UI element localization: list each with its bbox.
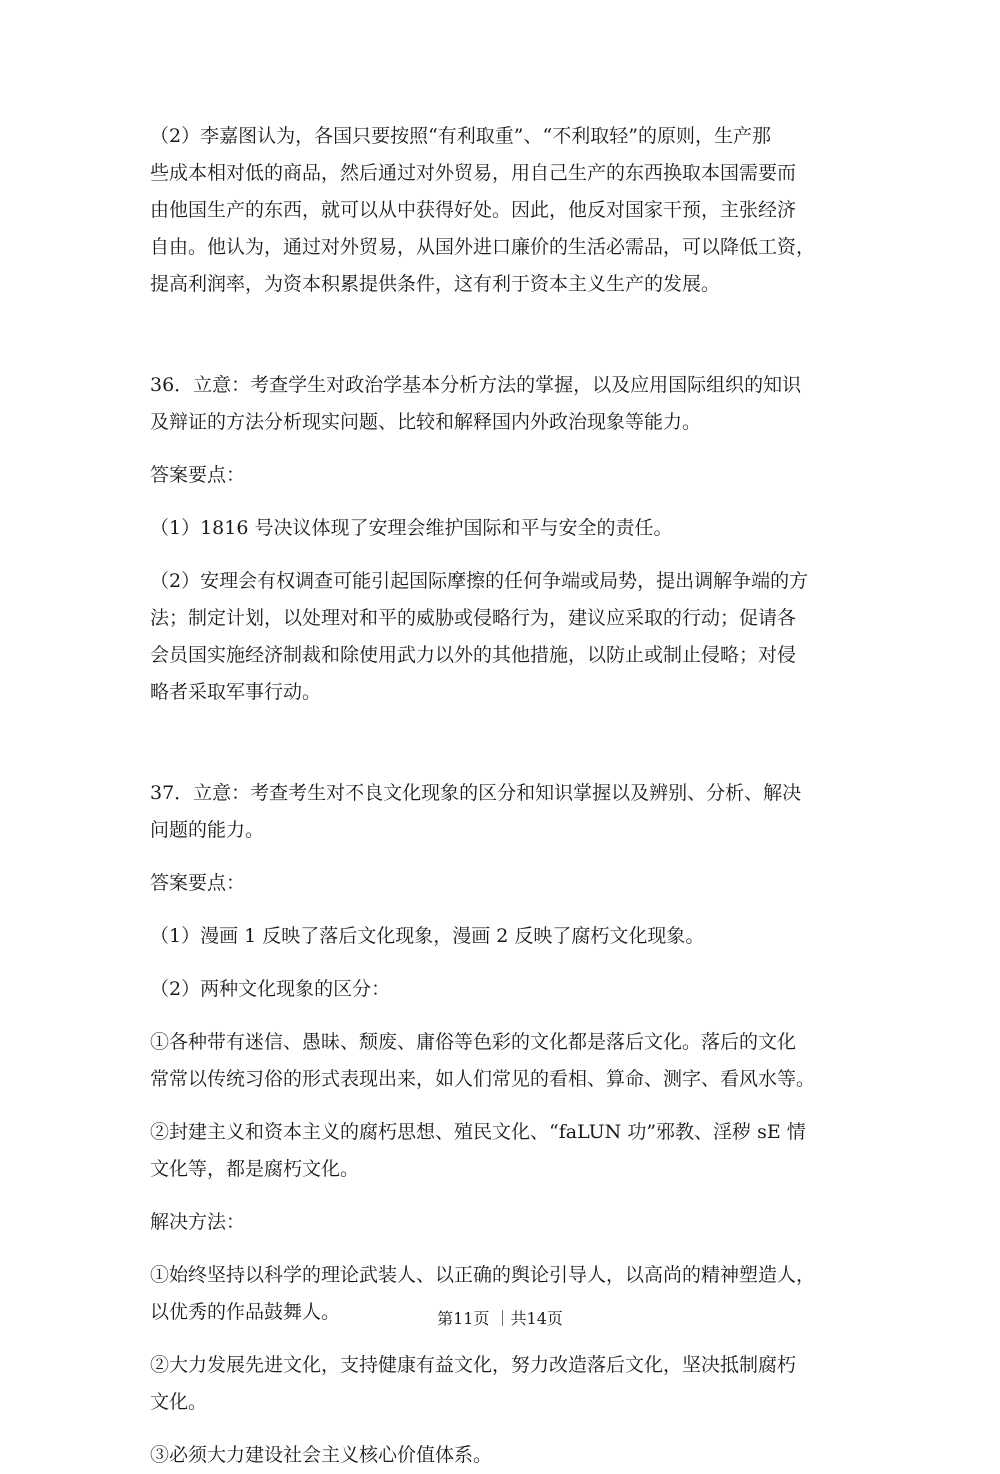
text-line: 自由。他认为，通过对外贸易，从国外进口廉价的生活必需品，可以降低工资， (150, 236, 816, 258)
q36-answer-2 (150, 563, 850, 711)
page-footer (0, 1306, 1000, 1329)
text-line: ①始终坚持以科学的理论武装人、以正确的舆论引导人，以高尚的精神塑造人， (150, 1264, 816, 1286)
q36-answer-heading: 答案要点： (150, 464, 246, 486)
q37-item-2 (150, 1114, 850, 1188)
q37-solution-3: ③必须大力建设社会主义核心价值体系。 (150, 1444, 493, 1466)
q37-solution-heading: 解决方法： (150, 1211, 246, 1233)
text-line: 问题的能力。 (150, 819, 265, 841)
q37-solution-2 (150, 1347, 850, 1421)
text-line: （2）安理会有权调查可能引起国际摩擦的任何争端或局势，提出调解争端的方 (150, 570, 809, 592)
text-line: 文化。 (150, 1391, 208, 1413)
text-line: 略者采取军事行动。 (150, 681, 322, 703)
text-line: 提高利润率，为资本积累提供条件，这有利于资本主义生产的发展。 (150, 273, 721, 295)
q37-answer-1: （1）漫画 1 反映了落后文化现象，漫画 2 反映了腐朽文化现象。 (150, 925, 705, 947)
text-line: 常常以传统习俗的形式表现出来，如人们常见的看相、算命、测字、看风水等。 (150, 1068, 816, 1090)
q37-answer-heading: 答案要点： (150, 872, 246, 894)
text-line: 会员国实施经济制裁和除使用武力以外的其他措施，以防止或制止侵略；对侵 (150, 644, 797, 666)
q36-answer-1: （1）1816 号决议体现了安理会维护国际和平与安全的责任。 (150, 517, 673, 539)
text-line: 些成本相对低的商品，然后通过对外贸易，用自己生产的东西换取本国需要而 (150, 162, 797, 184)
q37-item-1 (150, 1024, 850, 1098)
text-line: ②封建主义和资本主义的腐朽思想、殖民文化、“faLUN 功”邪教、淫秽 sE 情 (150, 1121, 806, 1143)
text-line: ①各种带有迷信、愚昧、颓废、庸俗等色彩的文化都是落后文化。落后的文化 (150, 1031, 797, 1053)
page-number-label: 第11页 ｜共14页 (437, 1309, 563, 1328)
text-line: 文化等，都是腐朽文化。 (150, 1158, 360, 1180)
document-page (150, 118, 850, 1474)
q35-paragraph-2 (150, 118, 850, 303)
text-line: 37．立意：考查考生对不良文化现象的区分和知识掌握以及辨别、分析、解决 (150, 782, 802, 804)
text-line: 由他国生产的东西，就可以从中获得好处。因此，他反对国家干预，主张经济 (150, 199, 797, 221)
q37-intent (150, 775, 850, 849)
text-line: 36．立意：考查学生对政治学基本分析方法的掌握，以及应用国际组织的知识 (150, 374, 802, 396)
q37-answer-2: （2）两种文化现象的区分： (150, 978, 391, 1000)
q36-intent (150, 367, 850, 441)
text-line: （2）李嘉图认为，各国只要按照“有利取重”、“不利取轻”的原则，生产那 (150, 125, 771, 147)
text-line: ②大力发展先进文化，支持健康有益文化，努力改造落后文化，坚决抵制腐朽 (150, 1354, 797, 1376)
text-line: 以优秀的作品鼓舞人。 (150, 1301, 341, 1323)
text-line: 及辩证的方法分析现实问题、比较和解释国内外政治现象等能力。 (150, 411, 702, 433)
text-line: 法；制定计划，以处理对和平的威胁或侵略行为，建议应采取的行动；促请各 (150, 607, 797, 629)
